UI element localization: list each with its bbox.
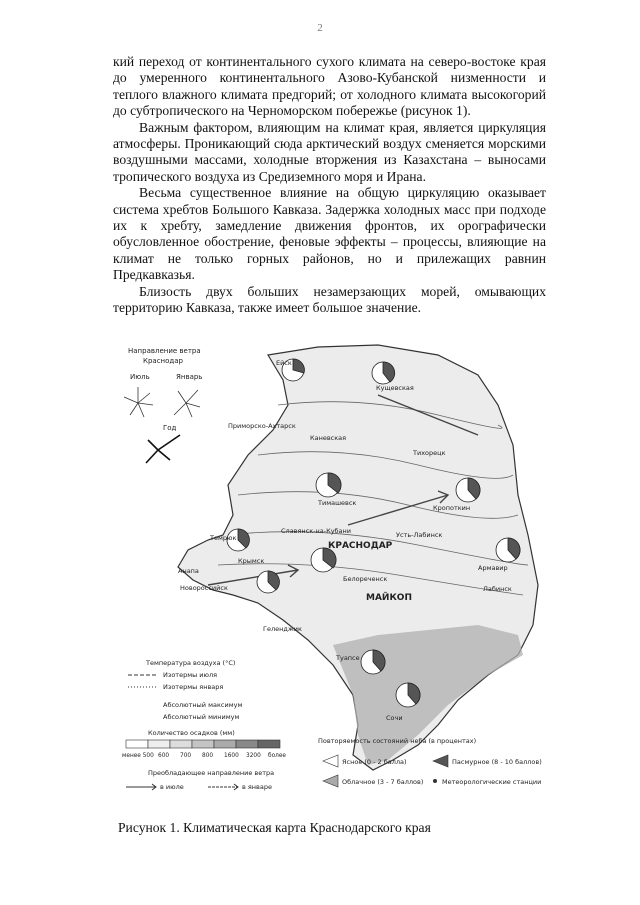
svg-text:менее 500: менее 500 (122, 753, 154, 759)
svg-text:Направление ветра: Направление ветра (128, 347, 201, 355)
label-temryuk: Темрюк (210, 534, 237, 542)
label-kanevskaya: Каневская (310, 434, 347, 442)
svg-text:Год: Год (163, 424, 177, 432)
label-armavir: Армавир (478, 564, 508, 572)
label-kushchevskaya: Кущевская (376, 384, 414, 392)
svg-text:более: более (268, 753, 286, 759)
wind-rose-january (174, 390, 200, 417)
pie-novorossiysk (257, 571, 279, 593)
label-slavyansk: Славянск-на-Кубани (281, 527, 352, 535)
svg-text:Январь: Январь (176, 373, 203, 381)
svg-text:в июле: в июле (160, 783, 184, 791)
label-tikhoretsk: Тихорецк (413, 449, 446, 457)
pie-armavir (496, 538, 520, 562)
label-maykop: МАЙКОП (366, 593, 412, 603)
label-novorossiysk: Новороссийск (180, 584, 228, 592)
svg-text:700: 700 (180, 753, 192, 759)
body-text (113, 54, 546, 317)
page-number: 2 (317, 22, 323, 34)
svg-text:Преобладающее направление ветр: Преобладающее направление ветра (148, 769, 275, 777)
label-eysk: Ейск (276, 359, 292, 367)
svg-text:Облачное (3 - 7 баллов): Облачное (3 - 7 баллов) (342, 778, 424, 786)
figure-caption: Рисунок 1. Климатическая карта Краснодарского края (118, 820, 431, 835)
svg-text:3200: 3200 (246, 753, 261, 759)
wind-legend (124, 347, 202, 463)
svg-text:Повторяемость состояний неба (: Повторяемость состояний неба (в процентах) (318, 737, 477, 745)
prevailing-wind-legend (126, 769, 274, 791)
label-anapa: Анапа (178, 567, 199, 575)
svg-text:Абсолютный максимум: Абсолютный максимум (163, 701, 243, 709)
wind-rose-year (146, 435, 180, 463)
pie-kropotkin (456, 478, 480, 502)
paragraph-1: кий переход от континентального сухого климата на северо-востоке края до умеренного континентального Азово-Кубанской низменности и теплого влажного климата предгорий; от холодного климата высокогорий до субтропического на Черноморском побережье (рисунок 1). (113, 54, 546, 119)
svg-text:Температура воздуха (°С): Температура воздуха (°С) (146, 659, 236, 667)
label-belorechensk: Белореченск (343, 575, 388, 583)
climate-map-figure (118, 335, 558, 805)
svg-text:800: 800 (202, 753, 214, 759)
precipitation-legend (122, 729, 286, 759)
label-ust-labinsk: Усть-Лабинск (396, 531, 443, 539)
pie-kushchevskaya (372, 362, 395, 384)
svg-text:Количество осадков (мм): Количество осадков (мм) (148, 729, 235, 737)
temperature-legend (128, 659, 242, 721)
pie-sochi (396, 683, 420, 707)
label-primorsko-akhtarsk: Приморско-Ахтарск (228, 422, 296, 430)
label-gelendzhik: Геленджик (263, 625, 302, 633)
svg-text:Изотермы июля: Изотермы июля (163, 671, 218, 679)
climate-map (118, 335, 558, 805)
label-krasnodar: КРАСНОДАР (328, 541, 393, 551)
svg-text:600: 600 (158, 753, 170, 759)
label-labinsk: Лабинск (483, 585, 512, 593)
svg-text:Изотермы января: Изотермы января (163, 683, 224, 691)
paragraph-2: Важным фактором, влияющим на климат края, является циркуляция атмосферы. Проникающий сюда арктический воздух сменяется морскими воздушными массами, холодные вторжения из Казахстана – выносами тропического воздуха из Средиземного моря и Ирана. (113, 119, 546, 184)
svg-text:в январе: в январе (242, 783, 272, 791)
label-kropotkin: Кропоткин (433, 504, 471, 512)
svg-text:Июль: Июль (130, 373, 150, 381)
label-krymsk: Крымск (238, 557, 265, 565)
svg-text:Краснодар: Краснодар (143, 357, 183, 365)
label-tuapse: Туапсе (336, 654, 360, 662)
pie-tuapse (361, 650, 385, 674)
svg-text:Ясное (0 - 2 балла): Ясное (0 - 2 балла) (342, 758, 407, 766)
svg-text:Пасмурное (8 - 10 баллов): Пасмурное (8 - 10 баллов) (452, 758, 542, 766)
paragraph-4: Близость двух больших незамерзающих морей, омывающих территорию Кавказа, также имеет большое значение. (113, 283, 546, 316)
sky-legend (318, 737, 542, 787)
svg-text:Метеорологические станции: Метеорологические станции (442, 778, 542, 786)
label-sochi: Сочи (386, 714, 403, 722)
wind-rose-july (124, 387, 153, 417)
paragraph-3: Весьма существенное влияние на общую циркуляцию оказывает система хребтов Большого Кавказа. Задержка холодных масс при подходе их к хребту, замедление движения фронтов, их орографически обусловленное обострение, феновые эффекты – процессы, влияющие на климат не только горных районов, но и прилежащих равнин Предкавказья. (113, 185, 546, 283)
svg-text:Абсолютный минимум: Абсолютный минимум (163, 713, 240, 721)
label-timashevsk: Тимашевск (318, 499, 357, 507)
svg-text:1600: 1600 (224, 753, 239, 759)
